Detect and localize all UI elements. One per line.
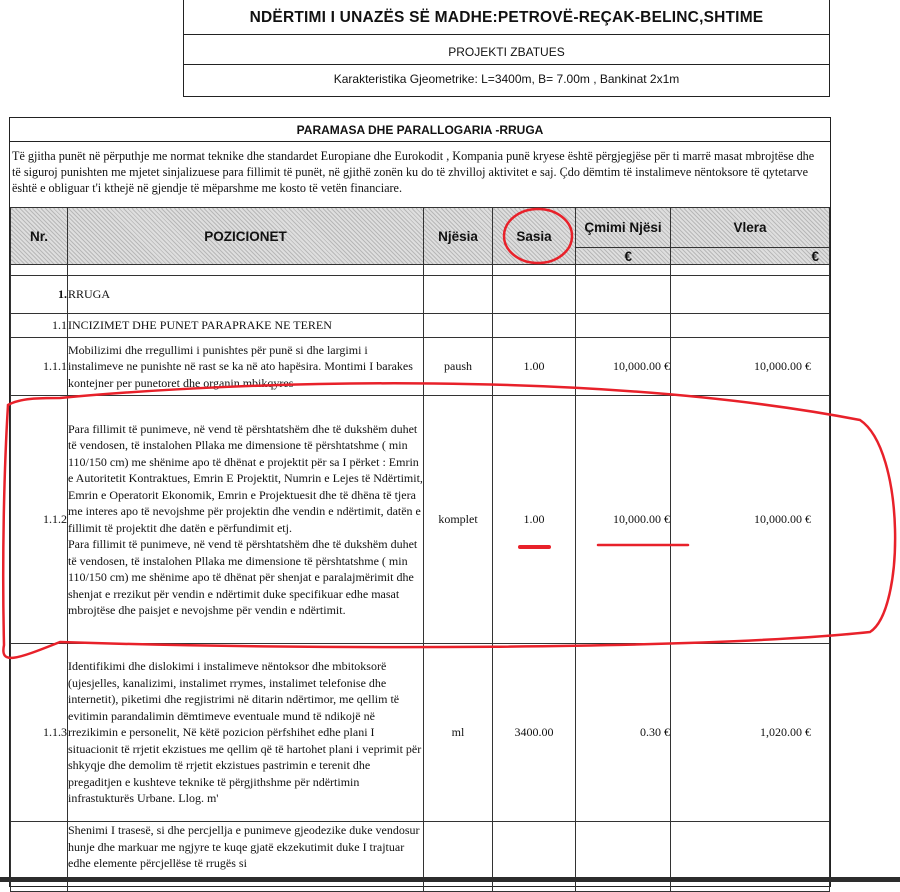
divider [184, 64, 829, 65]
description-part-1: Para fillimit të punimeve, në vend të përshtatshëm dhe të dukshëm duhet të vendosen, të instalohen Pllaka me dimensione të përshtatshme ( min 110/150 cm) me shënime apo të dhënat e projektit për sa I përket : Emrin e Autoritetit Kontraktues, Emrin E Projektit, Numrin e Lejes të Ndërtimit, Emrin e Operatorit Ekonomik, Emrin e Projektuesit dhe të dhëna të tjera me interes apo të nevojshme për projektin dhe vendin e ndërtimit, datën e fillimit të projektit dhe datën e përfundimit etj. [68, 421, 423, 535]
row-description: Mobilizimi dhe rregullimi i punishtes për punë si dhe largimi i instalimeve ne punishte në rast se ka në ato hapësira. Montimi I barakes kontejner per punetoret dhe organin mbikqyres [68, 338, 424, 396]
row-nr: 1.1.1 [11, 338, 68, 396]
row-unit: paush [424, 338, 493, 396]
row-quantity: 3400.00 [493, 644, 576, 822]
col-header-sasia: Sasia [493, 208, 576, 265]
scan-edge-bar [0, 877, 900, 882]
row-quantity: 1.00 [493, 338, 576, 396]
row-title: RRUGA [68, 276, 424, 314]
row-unit-price: 0.30 € [576, 644, 671, 822]
row-description: Shenimi I trasesë, si dhe percjellja e punimeve gjeodezike duke vendosur hunje dhe markuar me ngjyre te kuqe gjatë ekzekutimit duke I trajtuar edhe elemente përcjellëse të rrugës si [68, 822, 424, 892]
project-subtitle: PROJEKTI ZBATUES [448, 45, 565, 59]
section-title: PARAMASA DHE PARALLOGARIA -RRUGA [296, 123, 544, 137]
table-row [11, 396, 830, 644]
row-unit: ml [424, 644, 493, 822]
currency-cmimi: € [576, 248, 671, 265]
quantities-table [10, 207, 830, 892]
row-description: Identifikimi dhe dislokimi i instalimeve nëntoksor dhe mbitoksorë (ujesjelles, kanalizimi, instalimet rrymes, instalimet telefonise dhe internetit), piketimi dhe regjistrimi në ditarin ndërtimor, me qellim të evitimin parandalimin dëmtimeve eventuale mund të ndikojë në rrezikimin e personelit, Në këtë pozicion përfshihet edhe plani I situacionit të rrjetit ekzistues me qellim që të hartohet plani i veprimit për shkyqje dhe demolim të rrjetit ekzistues pastrimin e terenit dhe pregaditjen e kushteve teknike të përgjithshme për ndërtimin infrastukturës Urbane. Llog. m' [68, 644, 424, 822]
row-value: 10,000.00 € [671, 338, 830, 396]
row-nr: 1.1.3 [11, 644, 68, 822]
row-value: 10,000.00 € [671, 396, 830, 644]
col-header-pozicionet: POZICIONET [68, 208, 424, 265]
row-nr: 1.1 [11, 314, 68, 338]
document-header [183, 0, 830, 97]
table-row [11, 276, 830, 314]
row-nr: 1.1.2 [11, 396, 68, 644]
geometric-characteristics: Karakteristika Gjeometrike: L=3400m, B= 7.00m , Bankinat 2x1m [333, 72, 680, 86]
col-header-njesia: Njësia [424, 208, 493, 265]
row-description [68, 396, 424, 644]
table-header-row [11, 208, 830, 248]
table-row [11, 338, 830, 396]
col-header-vlera: Vlera [671, 208, 830, 248]
bill-of-quantities [9, 117, 831, 887]
divider [10, 141, 830, 142]
section-intro: Të gjitha punët në përputhje me normat teknike dhe standardet Europiane dhe Eurokodit , Kompania punë kryese është përgjegjëse për ti marrë masat mbrojtëse dhe të siguroj punishten me mjetet sinjalizuese para fillimit të punët, në gjithë zonën ku do të zhvilloj aktivitet e saj. Çdo dëmtim të instalimeve nëntoksore të qytetarve është e obliguar t'i kthejë në gjendje të mëparshme me kosto të vetën financiare. [12, 149, 815, 195]
row-nr: 1. [11, 276, 68, 314]
project-title: NDËRTIMI I UNAZËS SË MADHE:PETROVË-REÇAK-BELINC,SHTIME [249, 9, 764, 26]
table-row [11, 644, 830, 822]
row-value: 1,020.00 € [671, 644, 830, 822]
row-unit: komplet [424, 396, 493, 644]
col-header-cmimi: Çmimi Njësi [576, 208, 671, 248]
divider [184, 34, 829, 35]
row-unit-price: 10,000.00 € [576, 338, 671, 396]
spacer-row [11, 265, 830, 276]
description-part-2: Para fillimit të punimeve, në vend të përshtatshëm dhe të dukshëm duhet të vendosen, të instalohen Pllaka me dimensione të përshtatshme ( min 110/150 cm) me shënime apo të dhënat për shenjat e paralajmërimit dhe shenjat e rrezikut për vendin e ndërtimit duke specifikuar edhe masat mbrojtëse dhe paisjet e nevojshme për vendin e ndërtimit. [68, 537, 418, 617]
table-row [11, 314, 830, 338]
row-unit-price: 10,000.00 € [576, 396, 671, 644]
row-title: INCIZIMET DHE PUNET PARAPRAKE NE TEREN [68, 314, 424, 338]
col-header-nr: Nr. [11, 208, 68, 265]
currency-vlera: € [671, 248, 830, 265]
row-quantity: 1.00 [493, 396, 576, 644]
